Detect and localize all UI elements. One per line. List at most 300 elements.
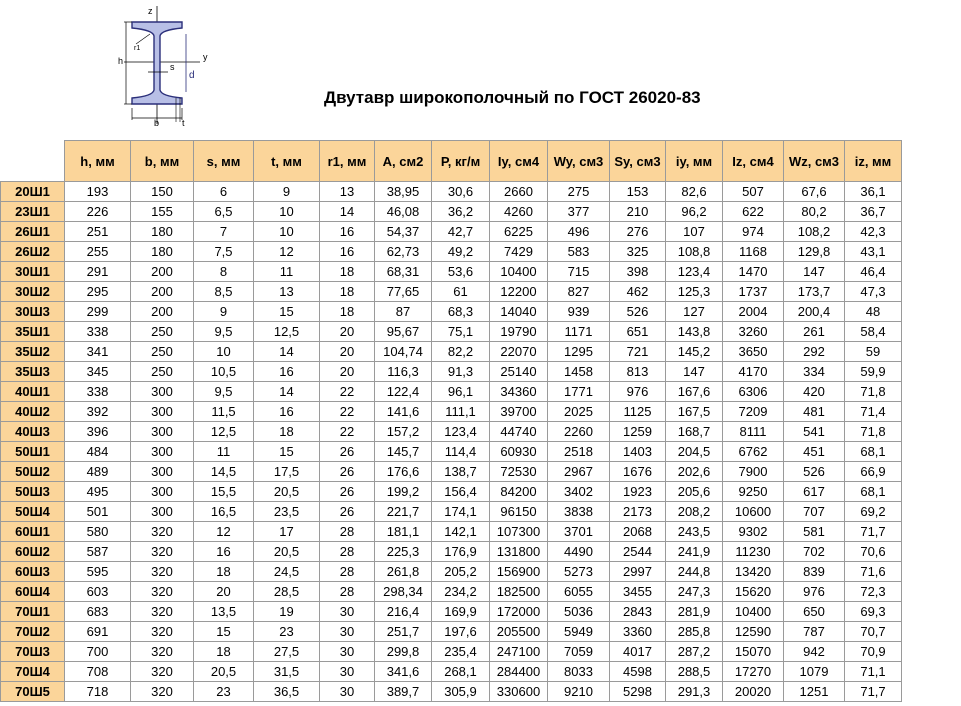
- table-cell: 300: [131, 482, 194, 502]
- table-cell: 1737: [723, 282, 784, 302]
- page-title: Двутавр широкополочный по ГОСТ 26020-83: [324, 88, 701, 107]
- table-cell: 14: [320, 202, 375, 222]
- table-cell: 261: [784, 322, 845, 342]
- table-cell: 976: [610, 382, 666, 402]
- table-row: [1, 482, 902, 502]
- table-cell: 17: [254, 522, 320, 542]
- table-cell: 174,1: [432, 502, 490, 522]
- table-cell: 6762: [723, 442, 784, 462]
- table-cell: 22: [320, 422, 375, 442]
- table-cell: 20,5: [194, 662, 254, 682]
- table-cell: 47,3: [845, 282, 902, 302]
- table-cell: 9,5: [194, 382, 254, 402]
- table-cell: 82,6: [666, 182, 723, 202]
- table-cell: 30: [320, 642, 375, 662]
- table-row: [1, 542, 902, 562]
- table-cell: 122,4: [375, 382, 432, 402]
- s-label: s: [170, 62, 175, 72]
- table-cell: 3650: [723, 342, 784, 362]
- table-cell: 526: [610, 302, 666, 322]
- table-cell: 541: [784, 422, 845, 442]
- table-cell: 420: [784, 382, 845, 402]
- table-cell: 176,9: [432, 542, 490, 562]
- table-cell: 939: [548, 302, 610, 322]
- table-cell: 59: [845, 342, 902, 362]
- table-cell: 285,8: [666, 622, 723, 642]
- table-cell: 28: [320, 542, 375, 562]
- table-cell: 22070: [490, 342, 548, 362]
- table-cell: 247100: [490, 642, 548, 662]
- table-cell: 116,3: [375, 362, 432, 382]
- table-cell: 204,5: [666, 442, 723, 462]
- table-cell: 46,08: [375, 202, 432, 222]
- table-cell: 320: [131, 622, 194, 642]
- row-designation: 35Ш3: [1, 362, 65, 382]
- table-cell: 389,7: [375, 682, 432, 702]
- table-cell: 27,5: [254, 642, 320, 662]
- table-cell: 167,5: [666, 402, 723, 422]
- table-cell: 377: [548, 202, 610, 222]
- table-cell: 1771: [548, 382, 610, 402]
- table-cell: 36,5: [254, 682, 320, 702]
- table-cell: 24,5: [254, 562, 320, 582]
- table-cell: 169,9: [432, 602, 490, 622]
- table-cell: 62,73: [375, 242, 432, 262]
- table-cell: 974: [723, 222, 784, 242]
- table-cell: 287,2: [666, 642, 723, 662]
- table-row: [1, 262, 902, 282]
- table-cell: 15070: [723, 642, 784, 662]
- table-cell: 216,4: [375, 602, 432, 622]
- table-cell: 617: [784, 482, 845, 502]
- table-cell: 12590: [723, 622, 784, 642]
- table-cell: 80,2: [784, 202, 845, 222]
- table-cell: 205500: [490, 622, 548, 642]
- table-cell: 18: [254, 422, 320, 442]
- table-cell: 205,6: [666, 482, 723, 502]
- table-cell: 84200: [490, 482, 548, 502]
- table-cell: 235,4: [432, 642, 490, 662]
- table-cell: 5273: [548, 562, 610, 582]
- table-cell: 839: [784, 562, 845, 582]
- table-cell: 15: [194, 622, 254, 642]
- table-cell: 48: [845, 302, 902, 322]
- table-cell: 12: [194, 522, 254, 542]
- table-cell: 95,67: [375, 322, 432, 342]
- table-cell: 1458: [548, 362, 610, 382]
- table-cell: 71,8: [845, 382, 902, 402]
- row-designation: 40Ш1: [1, 382, 65, 402]
- table-cell: 247,3: [666, 582, 723, 602]
- table-row: [1, 562, 902, 582]
- table-cell: 691: [65, 622, 131, 642]
- table-cell: 12: [254, 242, 320, 262]
- table-cell: 2518: [548, 442, 610, 462]
- table-cell: 275: [548, 182, 610, 202]
- table-row: [1, 522, 902, 542]
- table-row: [1, 502, 902, 522]
- table-cell: 581: [784, 522, 845, 542]
- table-cell: 176,6: [375, 462, 432, 482]
- table-cell: 72,3: [845, 582, 902, 602]
- table-cell: 683: [65, 602, 131, 622]
- table-cell: 30: [320, 682, 375, 702]
- table-cell: 202,6: [666, 462, 723, 482]
- table-cell: 20,5: [254, 542, 320, 562]
- table-row: [1, 462, 902, 482]
- row-designation: 60Ш4: [1, 582, 65, 602]
- table-cell: 268,1: [432, 662, 490, 682]
- column-header: P, кг/м: [432, 141, 490, 182]
- table-row: [1, 182, 902, 202]
- table-cell: 495: [65, 482, 131, 502]
- table-cell: 197,6: [432, 622, 490, 642]
- table-cell: 603: [65, 582, 131, 602]
- table-cell: 36,1: [845, 182, 902, 202]
- table-cell: 59,9: [845, 362, 902, 382]
- table-row: [1, 642, 902, 662]
- table-cell: 2997: [610, 562, 666, 582]
- table-cell: 108,2: [784, 222, 845, 242]
- table-cell: 14040: [490, 302, 548, 322]
- row-designation: 50Ш4: [1, 502, 65, 522]
- row-designation: 20Ш1: [1, 182, 65, 202]
- table-cell: 320: [131, 582, 194, 602]
- table-cell: 284400: [490, 662, 548, 682]
- table-cell: 11: [194, 442, 254, 462]
- table-cell: 243,5: [666, 522, 723, 542]
- table-row: [1, 582, 902, 602]
- column-header: h, мм: [65, 141, 131, 182]
- table-cell: 334: [784, 362, 845, 382]
- table-cell: 489: [65, 462, 131, 482]
- table-cell: 3260: [723, 322, 784, 342]
- table-cell: 7209: [723, 402, 784, 422]
- table-cell: 173,7: [784, 282, 845, 302]
- table-cell: 200: [131, 302, 194, 322]
- table-cell: 976: [784, 582, 845, 602]
- row-designation: 40Ш3: [1, 422, 65, 442]
- table-cell: 300: [131, 442, 194, 462]
- table-cell: 71,4: [845, 402, 902, 422]
- header-row: [1, 141, 902, 182]
- table-cell: 330600: [490, 682, 548, 702]
- row-designation: 60Ш3: [1, 562, 65, 582]
- table-cell: 82,2: [432, 342, 490, 362]
- table-cell: 20020: [723, 682, 784, 702]
- table-cell: 300: [131, 462, 194, 482]
- table-cell: 2173: [610, 502, 666, 522]
- table-cell: 200: [131, 262, 194, 282]
- table-cell: 6225: [490, 222, 548, 242]
- table-cell: 226: [65, 202, 131, 222]
- table-cell: 13420: [723, 562, 784, 582]
- table-cell: 320: [131, 562, 194, 582]
- table-cell: 12,5: [254, 322, 320, 342]
- table-cell: 305,9: [432, 682, 490, 702]
- table-cell: 181,1: [375, 522, 432, 542]
- table-cell: 11230: [723, 542, 784, 562]
- table-cell: 2260: [548, 422, 610, 442]
- table-cell: 96,2: [666, 202, 723, 222]
- table-row: [1, 322, 902, 342]
- row-designation: 40Ш2: [1, 402, 65, 422]
- table-cell: 261,8: [375, 562, 432, 582]
- column-header: Wz, см3: [784, 141, 845, 182]
- t-label: t: [182, 118, 185, 128]
- table-cell: 622: [723, 202, 784, 222]
- table-cell: 200,4: [784, 302, 845, 322]
- table-cell: 702: [784, 542, 845, 562]
- table-cell: 3701: [548, 522, 610, 542]
- table-cell: 4260: [490, 202, 548, 222]
- table-cell: 300: [131, 422, 194, 442]
- table-cell: 1923: [610, 482, 666, 502]
- table-cell: 398: [610, 262, 666, 282]
- table-body: [1, 182, 902, 702]
- table-row: [1, 602, 902, 622]
- table-cell: 2068: [610, 522, 666, 542]
- table-cell: 338: [65, 382, 131, 402]
- table-cell: 16: [254, 402, 320, 422]
- table-cell: 10600: [723, 502, 784, 522]
- table-cell: 26: [320, 462, 375, 482]
- table-cell: 250: [131, 362, 194, 382]
- table-cell: 8111: [723, 422, 784, 442]
- table-cell: 13,5: [194, 602, 254, 622]
- table-cell: 3455: [610, 582, 666, 602]
- table-row: [1, 682, 902, 702]
- table-cell: 150: [131, 182, 194, 202]
- table-cell: 107300: [490, 522, 548, 542]
- table-cell: 72530: [490, 462, 548, 482]
- table-cell: 13: [254, 282, 320, 302]
- table-cell: 15,5: [194, 482, 254, 502]
- table-cell: 36,2: [432, 202, 490, 222]
- row-designation: 26Ш2: [1, 242, 65, 262]
- table-cell: 39700: [490, 402, 548, 422]
- table-cell: 20: [320, 322, 375, 342]
- table-cell: 44740: [490, 422, 548, 442]
- table-cell: 125,3: [666, 282, 723, 302]
- table-cell: 708: [65, 662, 131, 682]
- table-cell: 6,5: [194, 202, 254, 222]
- table-cell: 10: [254, 222, 320, 242]
- table-row: [1, 442, 902, 462]
- table-cell: 298,34: [375, 582, 432, 602]
- table-cell: 111,1: [432, 402, 490, 422]
- i-beam-shape: [132, 22, 182, 104]
- table-cell: 19: [254, 602, 320, 622]
- table-cell: 292: [784, 342, 845, 362]
- table-cell: 26: [320, 502, 375, 522]
- table-cell: 26: [320, 482, 375, 502]
- table-cell: 18: [194, 642, 254, 662]
- table-cell: 20,5: [254, 482, 320, 502]
- table-cell: 42,3: [845, 222, 902, 242]
- table-cell: 341: [65, 342, 131, 362]
- table-cell: 320: [131, 602, 194, 622]
- table-cell: 28,5: [254, 582, 320, 602]
- table-cell: 1470: [723, 262, 784, 282]
- table-cell: 77,65: [375, 282, 432, 302]
- table-cell: 8: [194, 262, 254, 282]
- table-cell: 718: [65, 682, 131, 702]
- table-cell: 58,4: [845, 322, 902, 342]
- table-cell: 31,5: [254, 662, 320, 682]
- table-cell: 14: [254, 342, 320, 362]
- row-designation: 70Ш2: [1, 622, 65, 642]
- table-row: [1, 282, 902, 302]
- row-designation: 30Ш3: [1, 302, 65, 322]
- table-cell: 4490: [548, 542, 610, 562]
- row-designation: 70Ш4: [1, 662, 65, 682]
- row-designation: 35Ш1: [1, 322, 65, 342]
- table-cell: 153: [610, 182, 666, 202]
- table-cell: 129,8: [784, 242, 845, 262]
- table-cell: 96,1: [432, 382, 490, 402]
- table-cell: 288,5: [666, 662, 723, 682]
- table-cell: 345: [65, 362, 131, 382]
- table-cell: 2967: [548, 462, 610, 482]
- table-cell: 8033: [548, 662, 610, 682]
- table-cell: 25140: [490, 362, 548, 382]
- table-cell: 2025: [548, 402, 610, 422]
- table-cell: 276: [610, 222, 666, 242]
- table-cell: 15: [254, 302, 320, 322]
- table-cell: 180: [131, 242, 194, 262]
- table-cell: 26: [320, 442, 375, 462]
- table-cell: 225,3: [375, 542, 432, 562]
- table-cell: 155: [131, 202, 194, 222]
- table-cell: 721: [610, 342, 666, 362]
- table-cell: 11: [254, 262, 320, 282]
- table-cell: 71,7: [845, 522, 902, 542]
- table-cell: 827: [548, 282, 610, 302]
- table-cell: 107: [666, 222, 723, 242]
- table-cell: 10400: [723, 602, 784, 622]
- table-cell: 250: [131, 342, 194, 362]
- table-row: [1, 662, 902, 682]
- table-cell: 91,3: [432, 362, 490, 382]
- table-cell: 462: [610, 282, 666, 302]
- table-cell: 30,6: [432, 182, 490, 202]
- table-row: [1, 242, 902, 262]
- table-cell: 18: [320, 282, 375, 302]
- table-row: [1, 382, 902, 402]
- table-cell: 595: [65, 562, 131, 582]
- table-cell: 300: [131, 502, 194, 522]
- column-header: s, мм: [194, 141, 254, 182]
- row-designation: 70Ш3: [1, 642, 65, 662]
- table-cell: 147: [784, 262, 845, 282]
- table-cell: 2544: [610, 542, 666, 562]
- table-cell: 244,8: [666, 562, 723, 582]
- column-header: A, см2: [375, 141, 432, 182]
- table-cell: 20: [320, 362, 375, 382]
- table-cell: 299: [65, 302, 131, 322]
- table-cell: 251: [65, 222, 131, 242]
- table-cell: 71,7: [845, 682, 902, 702]
- row-designation: 26Ш1: [1, 222, 65, 242]
- table-cell: 104,74: [375, 342, 432, 362]
- h-label: h: [118, 56, 124, 66]
- table-cell: 18: [320, 262, 375, 282]
- table-cell: 320: [131, 662, 194, 682]
- table-cell: 38,95: [375, 182, 432, 202]
- table-cell: 1295: [548, 342, 610, 362]
- table-cell: 3838: [548, 502, 610, 522]
- table-cell: 320: [131, 542, 194, 562]
- table-cell: 168,7: [666, 422, 723, 442]
- table-cell: 526: [784, 462, 845, 482]
- table-cell: 3360: [610, 622, 666, 642]
- table-cell: 199,2: [375, 482, 432, 502]
- beam-properties-table: [0, 140, 902, 702]
- table-cell: 142,1: [432, 522, 490, 542]
- i-beam-cross-section-icon: [110, 4, 220, 128]
- table-cell: 580: [65, 522, 131, 542]
- table-cell: 19790: [490, 322, 548, 342]
- table-cell: 6: [194, 182, 254, 202]
- table-cell: 23,5: [254, 502, 320, 522]
- table-cell: 147: [666, 362, 723, 382]
- table-cell: 5036: [548, 602, 610, 622]
- table-cell: 71,8: [845, 422, 902, 442]
- table-cell: 67,6: [784, 182, 845, 202]
- table-cell: 9210: [548, 682, 610, 702]
- table-cell: 1259: [610, 422, 666, 442]
- table-cell: 325: [610, 242, 666, 262]
- table-cell: 12200: [490, 282, 548, 302]
- table-cell: 11,5: [194, 402, 254, 422]
- table-cell: 53,6: [432, 262, 490, 282]
- table-cell: 22: [320, 382, 375, 402]
- table-cell: 17,5: [254, 462, 320, 482]
- table-cell: 7900: [723, 462, 784, 482]
- table-cell: 715: [548, 262, 610, 282]
- table-row: [1, 362, 902, 382]
- table-cell: 36,7: [845, 202, 902, 222]
- table-cell: 587: [65, 542, 131, 562]
- table-cell: 180: [131, 222, 194, 242]
- table-cell: 320: [131, 642, 194, 662]
- table-cell: 1168: [723, 242, 784, 262]
- table-cell: 30: [320, 602, 375, 622]
- table-cell: 167,6: [666, 382, 723, 402]
- table-cell: 481: [784, 402, 845, 422]
- table-cell: 6306: [723, 382, 784, 402]
- table-cell: 182500: [490, 582, 548, 602]
- table-cell: 138,7: [432, 462, 490, 482]
- column-header: Wy, см3: [548, 141, 610, 182]
- y-label: y: [203, 52, 208, 62]
- table-cell: 71,6: [845, 562, 902, 582]
- row-designation: 30Ш2: [1, 282, 65, 302]
- table-cell: 651: [610, 322, 666, 342]
- column-header: Iy, см4: [490, 141, 548, 182]
- table-cell: 208,2: [666, 502, 723, 522]
- table-cell: 787: [784, 622, 845, 642]
- table-cell: 2843: [610, 602, 666, 622]
- table-cell: 6055: [548, 582, 610, 602]
- table-cell: 49,2: [432, 242, 490, 262]
- table-cell: 13: [320, 182, 375, 202]
- table-cell: 156900: [490, 562, 548, 582]
- table-cell: 68,3: [432, 302, 490, 322]
- table-cell: 1251: [784, 682, 845, 702]
- table-cell: 23: [194, 682, 254, 702]
